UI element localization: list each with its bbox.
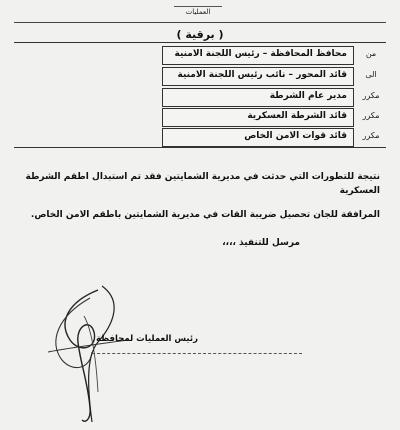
message-line-1: نتيجة للتطورات التي حدثت في مديرية الشمايتين فقد تم استبدال اطقم الشرطة العسكرية — [25, 172, 380, 196]
header-underline — [174, 2, 222, 7]
routing-tag: مكرر — [362, 131, 380, 140]
message-line-2: المرافقة للجان تحصيل ضريبة القات في مديرية الشمايتين باطقم الامن الخاص. — [30, 210, 380, 220]
header-department — [168, 0, 228, 18]
document-type-title: ( برقية ) — [176, 28, 224, 41]
message-body — [18, 170, 380, 232]
signatory-title: رئيس العمليات لمحافظة — [96, 334, 198, 344]
routing-tag: مكرر — [362, 111, 380, 120]
routing-box — [162, 67, 354, 86]
routing-value: قائد الشرطة العسكرية — [247, 111, 347, 121]
routing-tag: من — [365, 49, 377, 58]
routing-row-cc-1 — [14, 87, 386, 107]
routing-value: مدير عام الشرطة — [269, 91, 347, 101]
routing-row-cc-3 — [14, 127, 386, 147]
handwritten-signature — [28, 282, 178, 430]
routing-box — [162, 108, 354, 127]
routing-box — [162, 128, 354, 147]
routing-value: محافظ المحافظة – رئيس اللجنة الامنية — [174, 49, 347, 59]
routing-block — [14, 42, 386, 148]
closing-line: مرسل للتنفيذ ،،،، — [222, 238, 300, 248]
routing-tag: مكرر — [362, 91, 380, 100]
department-label: العمليات — [185, 8, 211, 16]
routing-row-to — [14, 66, 386, 86]
signature-underline — [92, 353, 302, 354]
routing-row-cc-2 — [14, 107, 386, 127]
routing-value: قائد قوات الامن الخاص — [244, 131, 347, 141]
routing-value: قائد المحور – نائب رئيس اللجنة الامنية — [177, 70, 347, 80]
header-divider — [14, 22, 386, 23]
routing-tag: الى — [365, 70, 377, 79]
routing-box — [162, 88, 354, 107]
routing-row-from — [14, 45, 386, 65]
routing-box — [162, 46, 354, 65]
